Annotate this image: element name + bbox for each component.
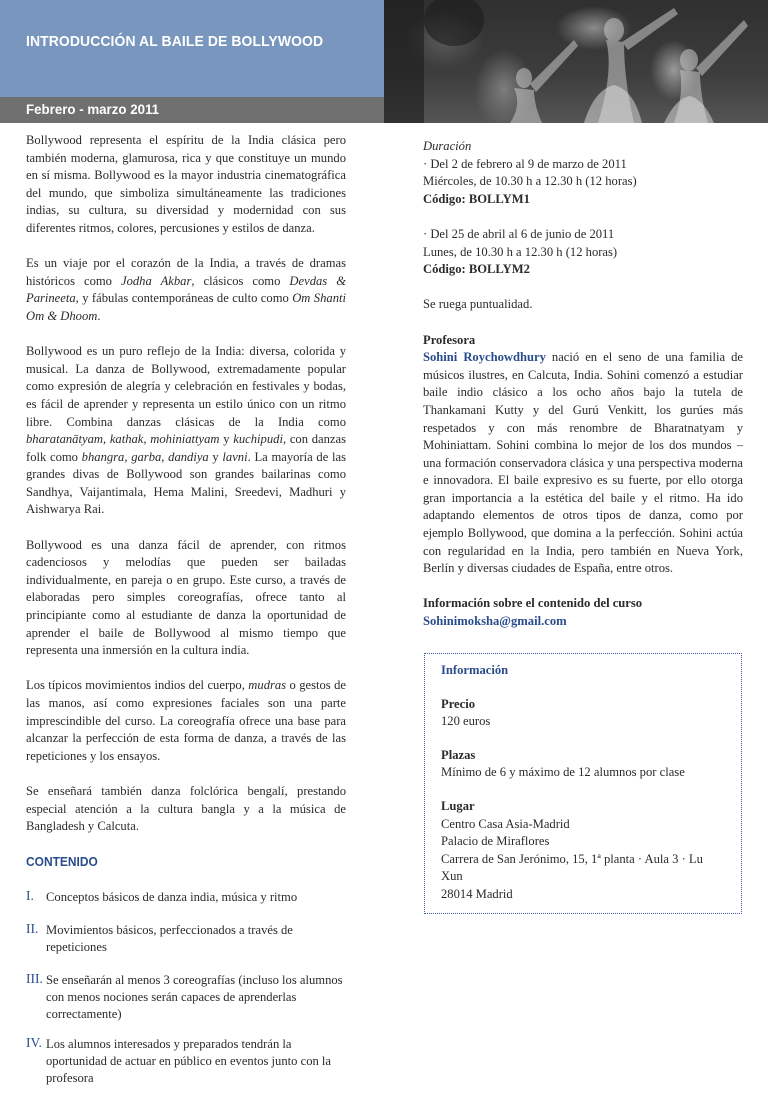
- reflection-paragraph: [26, 343, 346, 519]
- text-run: , y fábulas contemporáneas de culto como: [75, 291, 293, 306]
- info-box-title: Información: [441, 663, 509, 677]
- group1-dates: · Del 2 de febrero al 9 de marzo de 2011: [423, 156, 627, 171]
- plazas-label: Plazas: [441, 747, 476, 762]
- list-item-text: Los alumnos interesados y preparados tendrán la oportunidad de actuar en público en eventos junto con la profesora: [46, 1036, 332, 1085]
- text-run: Bollywood es un puro reflejo de la India: diversa, colorida y musical. La danza de Bollywood, extremadamente popular como expresión de alegría y celebración en festivales y bodas, es fácil de aprender y representa un estilo único con un ritmo libre. Combina danzas clásicas de la India como: [26, 344, 346, 429]
- dancers-photo: [384, 0, 768, 123]
- lugar-line: Palacio de Miraflores: [441, 834, 550, 849]
- dance-names: bharatanātyam, kathak, mohiniattyam: [26, 432, 220, 447]
- left-column: [26, 132, 346, 1100]
- dance-names: kuchipudi: [233, 432, 283, 447]
- group2-schedule: Lunes, de 10.30 h a 12.30 h (12 horas): [423, 244, 618, 259]
- course-dates: Febrero - marzo 2011: [26, 101, 160, 117]
- text-run: . La mayoría de las grandes divas de Bollywood son grandes bailarinas como Sandhya, Vaijantimala, Hema Malini, Sreedevi, Madhuri y Aishwarya Rai.: [26, 449, 346, 517]
- teacher-name: Sohini Roychowdhury: [423, 350, 546, 365]
- easy-dance-paragraph: Bollywood es una danza fácil de aprender, con ritmos cadenciosos y melodías que pueden ser bailadas individualmente, en pareja o en grupo. Este curso, a través de elaboradas pero simples coreografías, ofrece tanto al principiante como al estudiante de danza la oportunidad de aprender el baile de Bollywood al mismo tiempo que representa una inmersión en la cultura india.: [26, 537, 346, 658]
- list-item-text: Movimientos básicos, perfeccionados a través de repeticiones: [46, 922, 293, 954]
- journey-paragraph: [26, 255, 346, 325]
- bio-text: nació en el seno de una familia de músicos ilustres, en Calcuta, India. Sohini comenzó a estudiar baile indio clásico a los ocho años bajo la tutela de Thankamani Kutty y del Gurú Venkitt, los gurúes más respetados y con más renombre de Bharatnatyam y Mohiniattam. Sohini combina lo mejor de los dos mundos –una formación conservadora clásica y una perspectiva moderna e innovadora. El baile expresivo es su fuerte, por ello otorga gran importancia a la estética del baile y el ritmo. Ha ido adaptando elementos de otros tipos de danza, como por ejemplo Bollywood, que domina a la perfección. Sohini actúa con regularidad en la India, pero también en Nueva York, Berlín y diversas ciudades de España, entre otros.: [423, 350, 743, 576]
- email-link[interactable]: Sohinimoksha@gmail.com: [423, 614, 567, 629]
- intro-paragraph: Bollywood representa el espíritu de la India clásica pero también moderna, glamurosa, rica y que constituye un mundo en sí misma. Bollywood es la mayor industria cinematográfica del mundo, que simboliza simultáneamente las tradiciones indias, su cultura, su diversidad y modernidad con sus diferentes ritmos, colores, percusiones y estilos de danza.: [26, 133, 346, 235]
- list-item: [26, 922, 346, 956]
- punctuality-note: Se ruega puntualidad.: [423, 297, 533, 312]
- film-title: Jodha Akbar: [121, 273, 192, 288]
- dance-names: lavni: [222, 449, 248, 464]
- group2-dates: · Del 25 de abril al 6 de junio de 2011: [423, 226, 615, 241]
- page-title: INTRODUCCIÓN AL BAILE DE BOLLYWOOD: [26, 33, 324, 50]
- text-run: o gestos de las manos, así como expresiones faciales son una parte imprescindible del curso. La coreografía ofrece una base para alcanzar la perfección de esta forma de danza, a través de las repeticiones y los ensayos.: [26, 678, 346, 763]
- list-numeral: II.: [26, 920, 39, 936]
- list-numeral: I.: [26, 887, 34, 903]
- list-item-text: Se enseñarán al menos 3 coreografías (incluso los alumnos con menos nociones serán capaces de aprenderlas correctamente): [46, 972, 343, 1021]
- dance-names: bhangra, garba, dandiya: [81, 449, 209, 464]
- text-run: .: [97, 308, 101, 323]
- group1-schedule: Miércoles, de 10.30 h a 12.30 h (12 horas): [423, 174, 637, 189]
- info-contenido-label: [423, 595, 743, 613]
- lugar-group: [441, 798, 725, 904]
- lugar-line: 28014 Madrid: [441, 886, 513, 901]
- header-band: [0, 0, 384, 97]
- lugar-line: Carrera de San Jerónimo, 15, 1ª planta · Aula 3 · Lu Xun: [441, 851, 703, 884]
- lugar-line: Centro Casa Asia-Madrid: [441, 816, 570, 831]
- film-title: Devdas & Parineeta: [26, 273, 347, 306]
- list-numeral: IV.: [26, 1034, 42, 1050]
- text-run: y: [208, 449, 223, 464]
- contenido-list: [26, 889, 346, 1087]
- lugar-label: Lugar: [441, 798, 475, 813]
- bengali-paragraph: Se enseñará también danza folclórica bengalí, prestando especial atención a la cultura bangla y a la música de Bangladesh y Calcuta.: [26, 783, 346, 834]
- group2-code: [423, 261, 743, 279]
- plazas-value: Mínimo de 6 y máximo de 12 alumnos por clase: [441, 765, 685, 780]
- info-box: [424, 653, 742, 914]
- precio-group: [441, 696, 725, 731]
- list-item: [26, 972, 346, 1023]
- text-run: y: [219, 432, 234, 447]
- contact-email[interactable]: [423, 613, 743, 631]
- list-item-text: Conceptos básicos de danza india, música y ritmo: [46, 889, 298, 904]
- list-numeral: III.: [26, 970, 43, 986]
- precio-label: Precio: [441, 696, 476, 711]
- movements-paragraph: [26, 677, 346, 765]
- film-title: Om Shanti Om & Dhoom: [26, 291, 346, 323]
- contenido-heading: CONTENIDO: [26, 854, 98, 870]
- text-run: Es un viaje por el corazón de la India, a través de dramas históricos como: [26, 256, 346, 288]
- group1-code: [423, 191, 743, 209]
- label-text: Información sobre el contenido del curso: [423, 596, 643, 611]
- list-item: [26, 889, 346, 906]
- text-run: Los típicos movimientos indios del cuerpo,: [26, 678, 249, 693]
- text-run: , clásicos como: [191, 273, 290, 288]
- profesora-bio: [423, 349, 743, 578]
- list-item: [26, 1036, 346, 1087]
- course-code: Código: BOLLYM1: [423, 191, 530, 206]
- dancers-photo-graphic: [384, 0, 768, 123]
- date-bar: [0, 97, 384, 123]
- duracion-label: Duración: [423, 139, 472, 153]
- term-mudras: mudras: [248, 678, 287, 693]
- plazas-group: [441, 747, 725, 782]
- profesora-label: [423, 332, 743, 350]
- course-code: Código: BOLLYM2: [423, 262, 530, 277]
- right-column: [423, 138, 743, 631]
- text-run: , con danzas folk como: [26, 432, 346, 464]
- precio-value: 120 euros: [441, 714, 491, 729]
- label-text: Profesora: [423, 332, 476, 347]
